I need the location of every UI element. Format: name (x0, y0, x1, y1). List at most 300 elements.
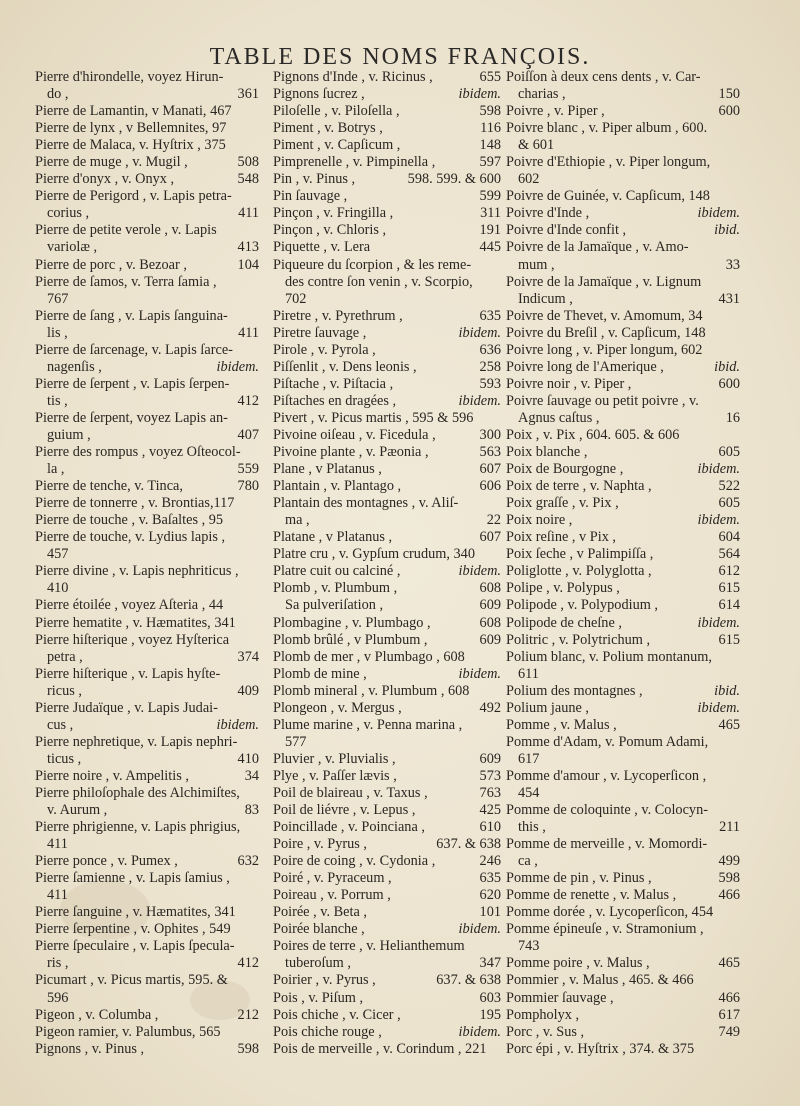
page-reference: ibid. (714, 682, 740, 699)
entry-text: Poireau , v. Porrum , (273, 887, 391, 904)
entry-text: Polipe , v. Polypus , (506, 580, 620, 597)
page-title: TABLE DES NOMS FRANÇOIS. (209, 44, 591, 70)
entry-text: Polium des montagnes , (506, 682, 643, 699)
page-reference: 600 (718, 375, 740, 392)
entry-text: Pierre de ſarcenage, v. Lapis ſarce- (35, 341, 233, 358)
entry-text: Polipode de cheſne , (506, 614, 622, 631)
index-entry-line (506, 69, 742, 86)
entry-text: tuberoſum , (285, 955, 351, 972)
page-reference: 637. & 638 (436, 836, 501, 853)
index-entry-line (35, 785, 261, 802)
entry-text: Pirole , v. Pyrola , (273, 341, 376, 358)
entry-text: Piloſelle , v. Piloſella , (273, 103, 400, 120)
entry-text: Pierre phrigienne, v. Lapis phrigius, (35, 819, 241, 836)
index-entry-line (273, 904, 503, 921)
entry-text: Plomb de mine , (273, 665, 367, 682)
entry-text: Pomme de pin , v. Pinus , (506, 870, 652, 887)
index-entry-line (35, 308, 261, 325)
entry-text: Pigeon ramier, v. Palumbus, 565 (35, 1023, 221, 1040)
index-entry-line (506, 904, 742, 921)
index-entry-line (273, 359, 503, 376)
entry-text: Pierre hiſterique , voyez Hyſterica (35, 631, 230, 648)
index-entry-line (35, 376, 261, 393)
index-entry-line (273, 717, 503, 734)
entry-text: Pois chiche , v. Cicer , (273, 1006, 401, 1023)
page-reference: 104 (237, 256, 259, 273)
page-reference: 593 (479, 375, 501, 392)
index-entry-line (273, 597, 503, 614)
page-reference: 116 (480, 120, 501, 137)
index-entry-line (35, 478, 261, 495)
entry-text: Poix de terre , v. Naphta , (506, 478, 652, 495)
page-reference: 548 (237, 171, 259, 188)
entry-text: Pierre divine , v. Lapis nephriticus , (35, 563, 239, 580)
index-entry-line (273, 1007, 503, 1024)
page-reference: ibidem. (216, 358, 259, 375)
entry-text: Pierre de Malaca, v. Hyſtrix , 375 (35, 137, 226, 154)
page-reference: ibidem. (458, 324, 501, 341)
entry-text: Politric , v. Polytrichum , (506, 631, 651, 648)
index-entry-line (506, 274, 742, 291)
page-reference: 559 (237, 461, 259, 478)
entry-text: Pierre de porc , v. Bezoar , (35, 256, 187, 273)
entry-text: Poirier , v. Pyrus , (273, 972, 376, 989)
index-entry-line (35, 512, 261, 529)
page-reference: 246 (479, 853, 501, 870)
page-reference: ibidem. (697, 205, 740, 222)
index-entry-line (35, 171, 261, 188)
index-entry-line (506, 86, 742, 103)
entry-text: Pierre ſamienne , v. Lapis ſamius , (35, 870, 230, 887)
index-entry-line (506, 921, 742, 938)
entry-text: Pluvier , v. Pluvialis , (273, 750, 396, 767)
index-entry-line (273, 427, 503, 444)
index-entry-line (506, 887, 742, 904)
entry-text: Poix , v. Pix , 604. 605. & 606 (506, 426, 680, 443)
page-reference: 212 (237, 1006, 259, 1023)
entry-text: Poliglotte , v. Polyglotta , (506, 563, 652, 580)
page-reference: 780 (237, 478, 259, 495)
entry-text: Pivoine plante , v. Pæonia , (273, 444, 429, 461)
index-entry-line (273, 257, 503, 274)
index-entry-line (35, 853, 261, 870)
entry-text: Pierre de touche, v. Lydius lapis , (35, 529, 226, 546)
index-entry-line (273, 444, 503, 461)
index-entry-line (273, 683, 503, 700)
entry-text: des contre ſon venin , v. Scorpio, (285, 273, 473, 290)
entry-text: Poil de blaireau , v. Taxus , (273, 784, 428, 801)
entry-text: Poivre noir , v. Piper , (506, 375, 632, 392)
page-reference: 635 (479, 307, 501, 324)
index-entry-line (506, 291, 742, 308)
index-entry-line (506, 239, 742, 256)
entry-text: Plomb brûlé , v Plumbum , (273, 631, 428, 648)
page-reference: ibidem. (458, 665, 501, 682)
index-entry-line (506, 836, 742, 853)
entry-text: cus , (47, 716, 74, 733)
page-reference: ibidem. (458, 86, 501, 103)
page-reference: 211 (719, 819, 740, 836)
entry-text: Plantain des montagnes , v. Aliſ- (273, 495, 459, 512)
entry-text: Pomme de merveille , v. Momordi- (506, 836, 708, 853)
page-reference: 632 (237, 853, 259, 870)
index-entry-line (506, 666, 742, 683)
index-entry-line (273, 580, 503, 597)
index-entry-line (506, 444, 742, 461)
index-entry-line (273, 734, 503, 751)
index-entry-line (35, 751, 261, 768)
entry-text: 702 (285, 290, 307, 307)
page-reference: 609 (479, 750, 501, 767)
entry-text: Pois , v. Piſum , (273, 989, 364, 1006)
entry-text: Poivre , v. Piper , (506, 103, 605, 120)
page-reference: 374 (237, 648, 259, 665)
index-entry-line (506, 1041, 742, 1058)
index-entry-line (35, 529, 261, 546)
entry-text: Sa pulveriſation , (285, 597, 384, 614)
index-entry-line (273, 410, 503, 427)
index-entry-line (273, 274, 503, 291)
page-reference: 614 (718, 597, 740, 614)
entry-text: Pomme d'amour , v. Lycoperſicon , (506, 767, 707, 784)
index-entry-line (35, 359, 261, 376)
index-entry-line (506, 461, 742, 478)
entry-text: Poix noire , (506, 512, 573, 529)
entry-text: Pierre ponce , v. Pumex , (35, 853, 178, 870)
index-entry-line (506, 700, 742, 717)
index-entry-line (506, 785, 742, 802)
entry-text: Pigeon , v. Columba , (35, 1006, 159, 1023)
index-entry-line (35, 700, 261, 717)
page-reference: ibidem. (697, 699, 740, 716)
entry-text: ticus , (47, 750, 82, 767)
entry-text: Pomme poire , v. Malus , (506, 955, 650, 972)
index-entry-line (506, 597, 742, 614)
entry-text: 743 (518, 938, 540, 955)
entry-text: Pommier , v. Malus , 465. & 466 (506, 972, 694, 989)
index-entry-line (506, 222, 742, 239)
entry-text: Indicum , (518, 290, 573, 307)
page-reference: 564 (718, 546, 740, 563)
entry-text: Pomme de renette , v. Malus , (506, 887, 677, 904)
index-entry-line (273, 853, 503, 870)
index-entry-line (273, 86, 503, 103)
entry-text: Polium jaune , (506, 699, 589, 716)
index-entry-line (35, 836, 261, 853)
entry-text: Piretre ſauvage , (273, 324, 367, 341)
page-reference: ibid. (714, 222, 740, 239)
entry-text: Polium blanc, v. Polium montanum, (506, 648, 712, 665)
index-entry-line (273, 972, 503, 989)
entry-text: Poivre d'Ethiopie , v. Piper longum, (506, 154, 711, 171)
index-entry-line (273, 188, 503, 205)
entry-text: Poiſſon à deux cens dents , v. Car- (506, 69, 701, 85)
index-entry-line (35, 666, 261, 683)
index-entry-line (35, 1024, 261, 1041)
entry-text: ricus , (47, 682, 82, 699)
index-entry-line (35, 239, 261, 256)
entry-text: Pierre de Perigord , v. Lapis petra- (35, 188, 232, 205)
index-column-2 (273, 69, 503, 1058)
index-entry-line (35, 86, 261, 103)
index-entry-line (35, 410, 261, 427)
page-reference: 22 (486, 512, 501, 529)
index-entry-line (35, 768, 261, 785)
page-reference: 636 (479, 341, 501, 358)
index-entry-line (506, 768, 742, 785)
entry-text: Agnus caſtus , (518, 409, 600, 426)
entry-text: Piſtache , v. Piſtacia , (273, 375, 394, 392)
entry-text: Pomme dorée , v. Lycoperſicon, 454 (506, 904, 714, 921)
page-reference: 465 (718, 716, 740, 733)
entry-text: 767 (47, 290, 69, 307)
index-entry-line (506, 171, 742, 188)
page-reference: 508 (237, 154, 259, 171)
index-entry-line (35, 461, 261, 478)
entry-text: Pivert , v. Picus martis , 595 & 596 (273, 409, 474, 426)
entry-text: Picumart , v. Picus martis, 595. & (35, 972, 228, 989)
index-entry-line (273, 154, 503, 171)
page-reference: 347 (479, 955, 501, 972)
index-entry-line (506, 188, 742, 205)
page-reference: 597 (479, 154, 501, 171)
index-entry-line (506, 410, 742, 427)
page-reference: 445 (479, 239, 501, 256)
entry-text: Pierre de ſerpent , v. Lapis ſerpen- (35, 375, 230, 392)
page-reference: 412 (237, 955, 259, 972)
entry-text: ma , (285, 512, 310, 529)
index-entry-line (506, 427, 742, 444)
entry-text: corius , (47, 205, 90, 222)
entry-text: Poincillade , v. Poinciana , (273, 819, 425, 836)
index-entry-line (35, 1041, 261, 1058)
entry-text: charias , (518, 86, 566, 103)
index-entry-line (506, 137, 742, 154)
index-entry-line (273, 938, 503, 955)
entry-text: Pivoine oiſeau , v. Ficedula , (273, 426, 436, 443)
index-entry-line (273, 103, 503, 120)
entry-text: Piſſenlit , v. Dens leonis , (273, 358, 417, 375)
page-reference: 563 (479, 444, 501, 461)
entry-text: Pommier ſauvage , (506, 989, 614, 1006)
index-entry-line (273, 325, 503, 342)
entry-text: Pin ſauvage , (273, 188, 348, 205)
index-entry-line (506, 120, 742, 137)
page-reference: 607 (479, 461, 501, 478)
entry-text: Pierre de Lamantin, v Manati, 467 (35, 103, 232, 120)
entry-text: Pierre de touche , v. Baſaltes , 95 (35, 512, 224, 529)
index-entry-line (506, 103, 742, 120)
page-reference: 311 (480, 205, 501, 222)
page-reference: 749 (718, 1023, 740, 1040)
entry-text: Poivre du Breſil , v. Capſicum, 148 (506, 324, 706, 341)
index-entry-line (506, 154, 742, 171)
index-entry-line (35, 955, 261, 972)
index-entry-line (273, 376, 503, 393)
entry-text: 411 (47, 887, 68, 904)
index-entry-line (273, 222, 503, 239)
entry-text: Pompholyx , (506, 1006, 580, 1023)
entry-text: Plomb mineral , v. Plumbum , 608 (273, 682, 470, 699)
index-entry-line (273, 563, 503, 580)
entry-text: Polipode , v. Polypodium , (506, 597, 658, 614)
entry-text: Pierre Judaïque , v. Lapis Judai- (35, 699, 218, 716)
index-entry-line (506, 359, 742, 376)
entry-text: Poivre de la Jamaïque , v. Amo- (506, 239, 689, 256)
page-reference: 763 (479, 784, 501, 801)
index-entry-line (273, 495, 503, 512)
index-entry-line (35, 972, 261, 989)
index-entry-line (506, 955, 742, 972)
page-reference: 258 (479, 358, 501, 375)
index-entry-line (273, 887, 503, 904)
entry-text: la , (47, 461, 65, 478)
entry-text: Piment , v. Botrys , (273, 120, 383, 137)
index-entry-line (273, 615, 503, 632)
entry-text: 617 (518, 750, 540, 767)
entry-text: lis , (47, 324, 68, 341)
entry-text: Poivre ſauvage ou petit poivre , v. (506, 392, 699, 409)
entry-text: Poivre long de l'Amerique , (506, 358, 664, 375)
index-entry-line (273, 768, 503, 785)
index-entry-line (35, 427, 261, 444)
entry-text: Poivre d'Inde , (506, 205, 590, 222)
index-entry-line (506, 972, 742, 989)
index-entry-line (273, 751, 503, 768)
page-reference: 466 (718, 887, 740, 904)
page-reference: ibidem. (458, 563, 501, 580)
index-entry-line (506, 529, 742, 546)
entry-text: Pierre des rompus , voyez Oſteocol- (35, 444, 241, 461)
page-reference: 609 (479, 631, 501, 648)
page-reference: 409 (237, 682, 259, 699)
entry-text: Pomme de coloquinte , v. Colocyn- (506, 802, 708, 819)
index-entry-line (35, 734, 261, 751)
index-entry-line (35, 921, 261, 938)
entry-text: Plongeon , v. Mergus , (273, 699, 402, 716)
entry-text: Plantain , v. Plantago , (273, 478, 402, 495)
page-reference: ibidem. (458, 921, 501, 938)
page-reference: 83 (244, 802, 259, 819)
page-reference: 465 (718, 955, 740, 972)
entry-text: do , (47, 86, 69, 103)
page-reference: 607 (479, 529, 501, 546)
entry-text: Poivre long , v. Piper longum, 602 (506, 341, 703, 358)
index-entry-line (35, 563, 261, 580)
entry-text: Poivre de Guinée, v. Capſicum, 148 (506, 188, 710, 205)
entry-text: Pierre philoſophale des Alchimiſtes, (35, 784, 240, 801)
index-entry-line (35, 444, 261, 461)
page-reference: 425 (479, 802, 501, 819)
index-column-3 (506, 69, 742, 1058)
entry-text: Plomb de mer , v Plumbago , 608 (273, 648, 465, 665)
entry-text: Pignons , v. Pinus , (35, 1040, 145, 1057)
index-entry-line (35, 938, 261, 955)
index-entry-line (506, 751, 742, 768)
page-reference: 16 (725, 409, 740, 426)
page-reference: 609 (479, 597, 501, 614)
index-entry-line (506, 342, 742, 359)
index-entry-line (506, 649, 742, 666)
entry-text: Platane , v Platanus , (273, 529, 393, 546)
index-entry-line (506, 325, 742, 342)
index-entry-line (506, 819, 742, 836)
index-entry-line (273, 171, 503, 188)
index-entry-line (506, 376, 742, 393)
entry-text: Pierre de lynx , v Bellemnites, 97 (35, 120, 227, 137)
entry-text: Pierre étoilée , voyez Aſteria , 44 (35, 597, 224, 614)
entry-text: Poirée , v. Beta , (273, 904, 367, 921)
index-entry-line (35, 137, 261, 154)
entry-text: Piſtaches en dragées , (273, 392, 397, 409)
index-entry-line (35, 717, 261, 734)
index-entry-line (273, 69, 503, 86)
index-entry-line (35, 274, 261, 291)
entry-text: 602 (518, 171, 540, 188)
index-entry-line (35, 632, 261, 649)
page-reference: 148 (479, 137, 501, 154)
page-reference: 300 (479, 426, 501, 443)
index-entry-line (506, 393, 742, 410)
index-entry-line (35, 990, 261, 1007)
index-column-1 (35, 69, 261, 1058)
index-entry-line (273, 239, 503, 256)
page-reference: 410 (237, 750, 259, 767)
page-reference: 411 (238, 205, 259, 222)
index-entry-line (35, 887, 261, 904)
index-entry-line (273, 1024, 503, 1041)
entry-text: Plombagine , v. Plumbago , (273, 614, 431, 631)
index-entry-line (35, 188, 261, 205)
entry-text: Pierre de ſang , v. Lapis ſanguina- (35, 307, 228, 324)
entry-text: 454 (518, 784, 540, 801)
entry-text: guium , (47, 426, 91, 443)
entry-text: & 601 (518, 137, 555, 154)
index-entry-line (273, 120, 503, 137)
entry-text: Pin , v. Pinus , (273, 171, 356, 188)
entry-text: 577 (285, 733, 307, 750)
index-entry-line (35, 393, 261, 410)
index-entry-line (35, 205, 261, 222)
index-entry-line (35, 325, 261, 342)
index-entry-line (35, 257, 261, 274)
entry-text: v. Aurum , (47, 802, 108, 819)
page-reference: 191 (479, 222, 501, 239)
entry-text: Pierre d'onyx , v. Onyx , (35, 171, 175, 188)
index-entry-line (273, 666, 503, 683)
index-entry-line (506, 205, 742, 222)
entry-text: Poires de terre , v. Helianthemum (273, 938, 465, 955)
page-reference: 361 (237, 86, 259, 103)
entry-text: petra , (47, 648, 83, 665)
entry-text: Pignons d'Inde , v. Ricinus , (273, 69, 433, 85)
index-entry-line (273, 546, 503, 563)
index-entry-line (506, 853, 742, 870)
page-reference: 615 (718, 631, 740, 648)
page-reference: ibidem. (458, 392, 501, 409)
page-reference: 598. 599. & 600 (407, 171, 501, 188)
index-entry-line (35, 597, 261, 614)
entry-text: Poivre de Thevet, v. Amomum, 34 (506, 307, 703, 324)
entry-text: Poiré , v. Pyraceum , (273, 870, 392, 887)
index-entry-line (273, 921, 503, 938)
entry-text: Poivre blanc , v. Piper album , 600. (506, 120, 708, 137)
page-reference: 522 (718, 478, 740, 495)
page-reference: 604 (718, 529, 740, 546)
page-reference: 605 (718, 444, 740, 461)
entry-text: Pomme épineuſe , v. Stramonium , (506, 921, 704, 938)
index-entry-line (273, 393, 503, 410)
